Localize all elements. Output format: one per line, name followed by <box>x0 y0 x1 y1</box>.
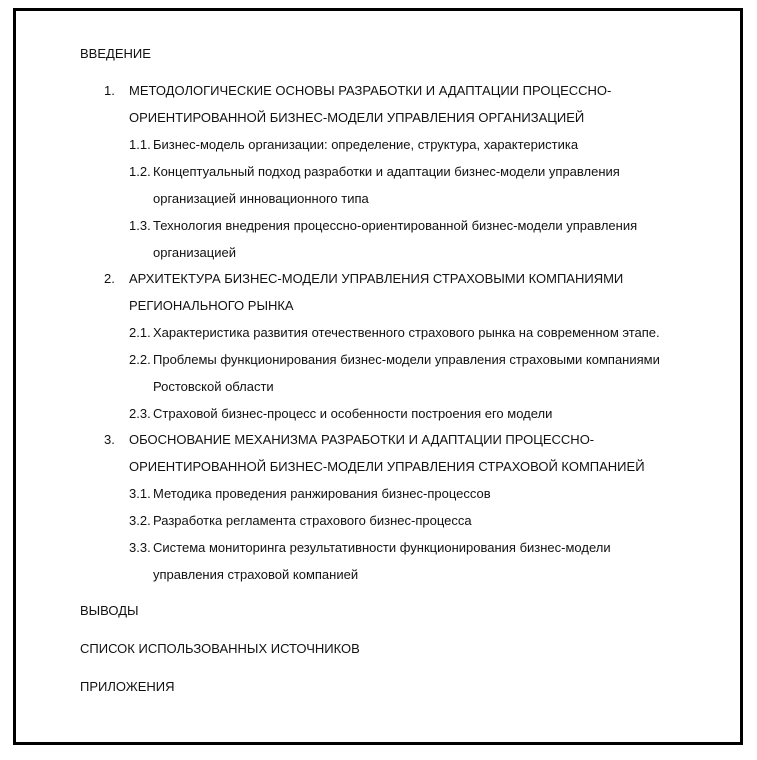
section-1-2-number: 1.2. <box>129 164 151 179</box>
section-1-2-text-line-2: организацией инновационного типа <box>153 191 369 206</box>
chapter-1-number: 1. <box>104 83 115 98</box>
section-3-3-number: 3.3. <box>129 540 151 555</box>
section-2-3-text: Страховой бизнес-процесс и особенности построения его модели <box>153 406 553 421</box>
section-1-3-number: 1.3. <box>129 218 151 233</box>
chapter-2-title-line-2: РЕГИОНАЛЬНОГО РЫНКА <box>129 298 294 313</box>
section-3-1-number: 3.1. <box>129 486 151 501</box>
chapter-1-title-line-2: ОРИЕНТИРОВАННОЙ БИЗНЕС-МОДЕЛИ УПРАВЛЕНИЯ ОРГАНИЗАЦИЕЙ <box>129 110 585 125</box>
section-1-3-text-line-2: организацией <box>153 245 236 260</box>
section-3-1-text: Методика проведения ранжирования бизнес-процессов <box>153 486 491 501</box>
section-2-3-number: 2.3. <box>129 406 151 421</box>
chapter-3-number: 3. <box>104 432 115 447</box>
toc-appendices: ПРИЛОЖЕНИЯ <box>80 679 175 694</box>
toc-intro: ВВЕДЕНИЕ <box>80 46 151 61</box>
section-3-3-text-line-1: Система мониторинга результативности функционирования бизнес-модели <box>153 540 611 555</box>
section-3-2-number: 3.2. <box>129 513 151 528</box>
section-3-3-text-line-2: управления страховой компанией <box>153 567 359 582</box>
section-1-3-text-line-1: Технология внедрения процессно-ориентированной бизнес-модели управления <box>153 218 638 233</box>
section-2-2-text-line-1: Проблемы функционирования бизнес-модели управления страховыми компаниями <box>153 352 660 367</box>
chapter-3-title-line-2: ОРИЕНТИРОВАННОЙ БИЗНЕС-МОДЕЛИ УПРАВЛЕНИЯ СТРАХОВОЙ КОМПАНИЕЙ <box>129 459 645 474</box>
section-1-1-text: Бизнес-модель организации: определение, структура, характеристика <box>153 137 579 152</box>
chapter-2-number: 2. <box>104 271 115 286</box>
chapter-1-title-line-1: МЕТОДОЛОГИЧЕСКИЕ ОСНОВЫ РАЗРАБОТКИ И АДАПТАЦИИ ПРОЦЕССНО- <box>129 83 612 98</box>
section-2-1-number: 2.1. <box>129 325 151 340</box>
toc-conclusions: ВЫВОДЫ <box>80 603 139 618</box>
section-1-2-text-line-1: Концептуальный подход разработки и адаптации бизнес-модели управления <box>153 164 620 179</box>
toc-references: СПИСОК ИСПОЛЬЗОВАННЫХ ИСТОЧНИКОВ <box>80 641 360 656</box>
section-3-2-text: Разработка регламента страхового бизнес-процесса <box>153 513 472 528</box>
chapter-3-title-line-1: ОБОСНОВАНИЕ МЕХАНИЗМА РАЗРАБОТКИ И АДАПТАЦИИ ПРОЦЕССНО- <box>129 432 595 447</box>
section-2-2-text-line-2: Ростовской области <box>153 379 274 394</box>
section-2-1-text: Характеристика развития отечественного страхового рынка на современном этапе. <box>153 325 660 340</box>
section-1-1-number: 1.1. <box>129 137 151 152</box>
section-2-2-number: 2.2. <box>129 352 151 367</box>
chapter-2-title-line-1: АРХИТЕКТУРА БИЗНЕС-МОДЕЛИ УПРАВЛЕНИЯ СТРАХОВЫМИ КОМПАНИЯМИ <box>129 271 624 286</box>
